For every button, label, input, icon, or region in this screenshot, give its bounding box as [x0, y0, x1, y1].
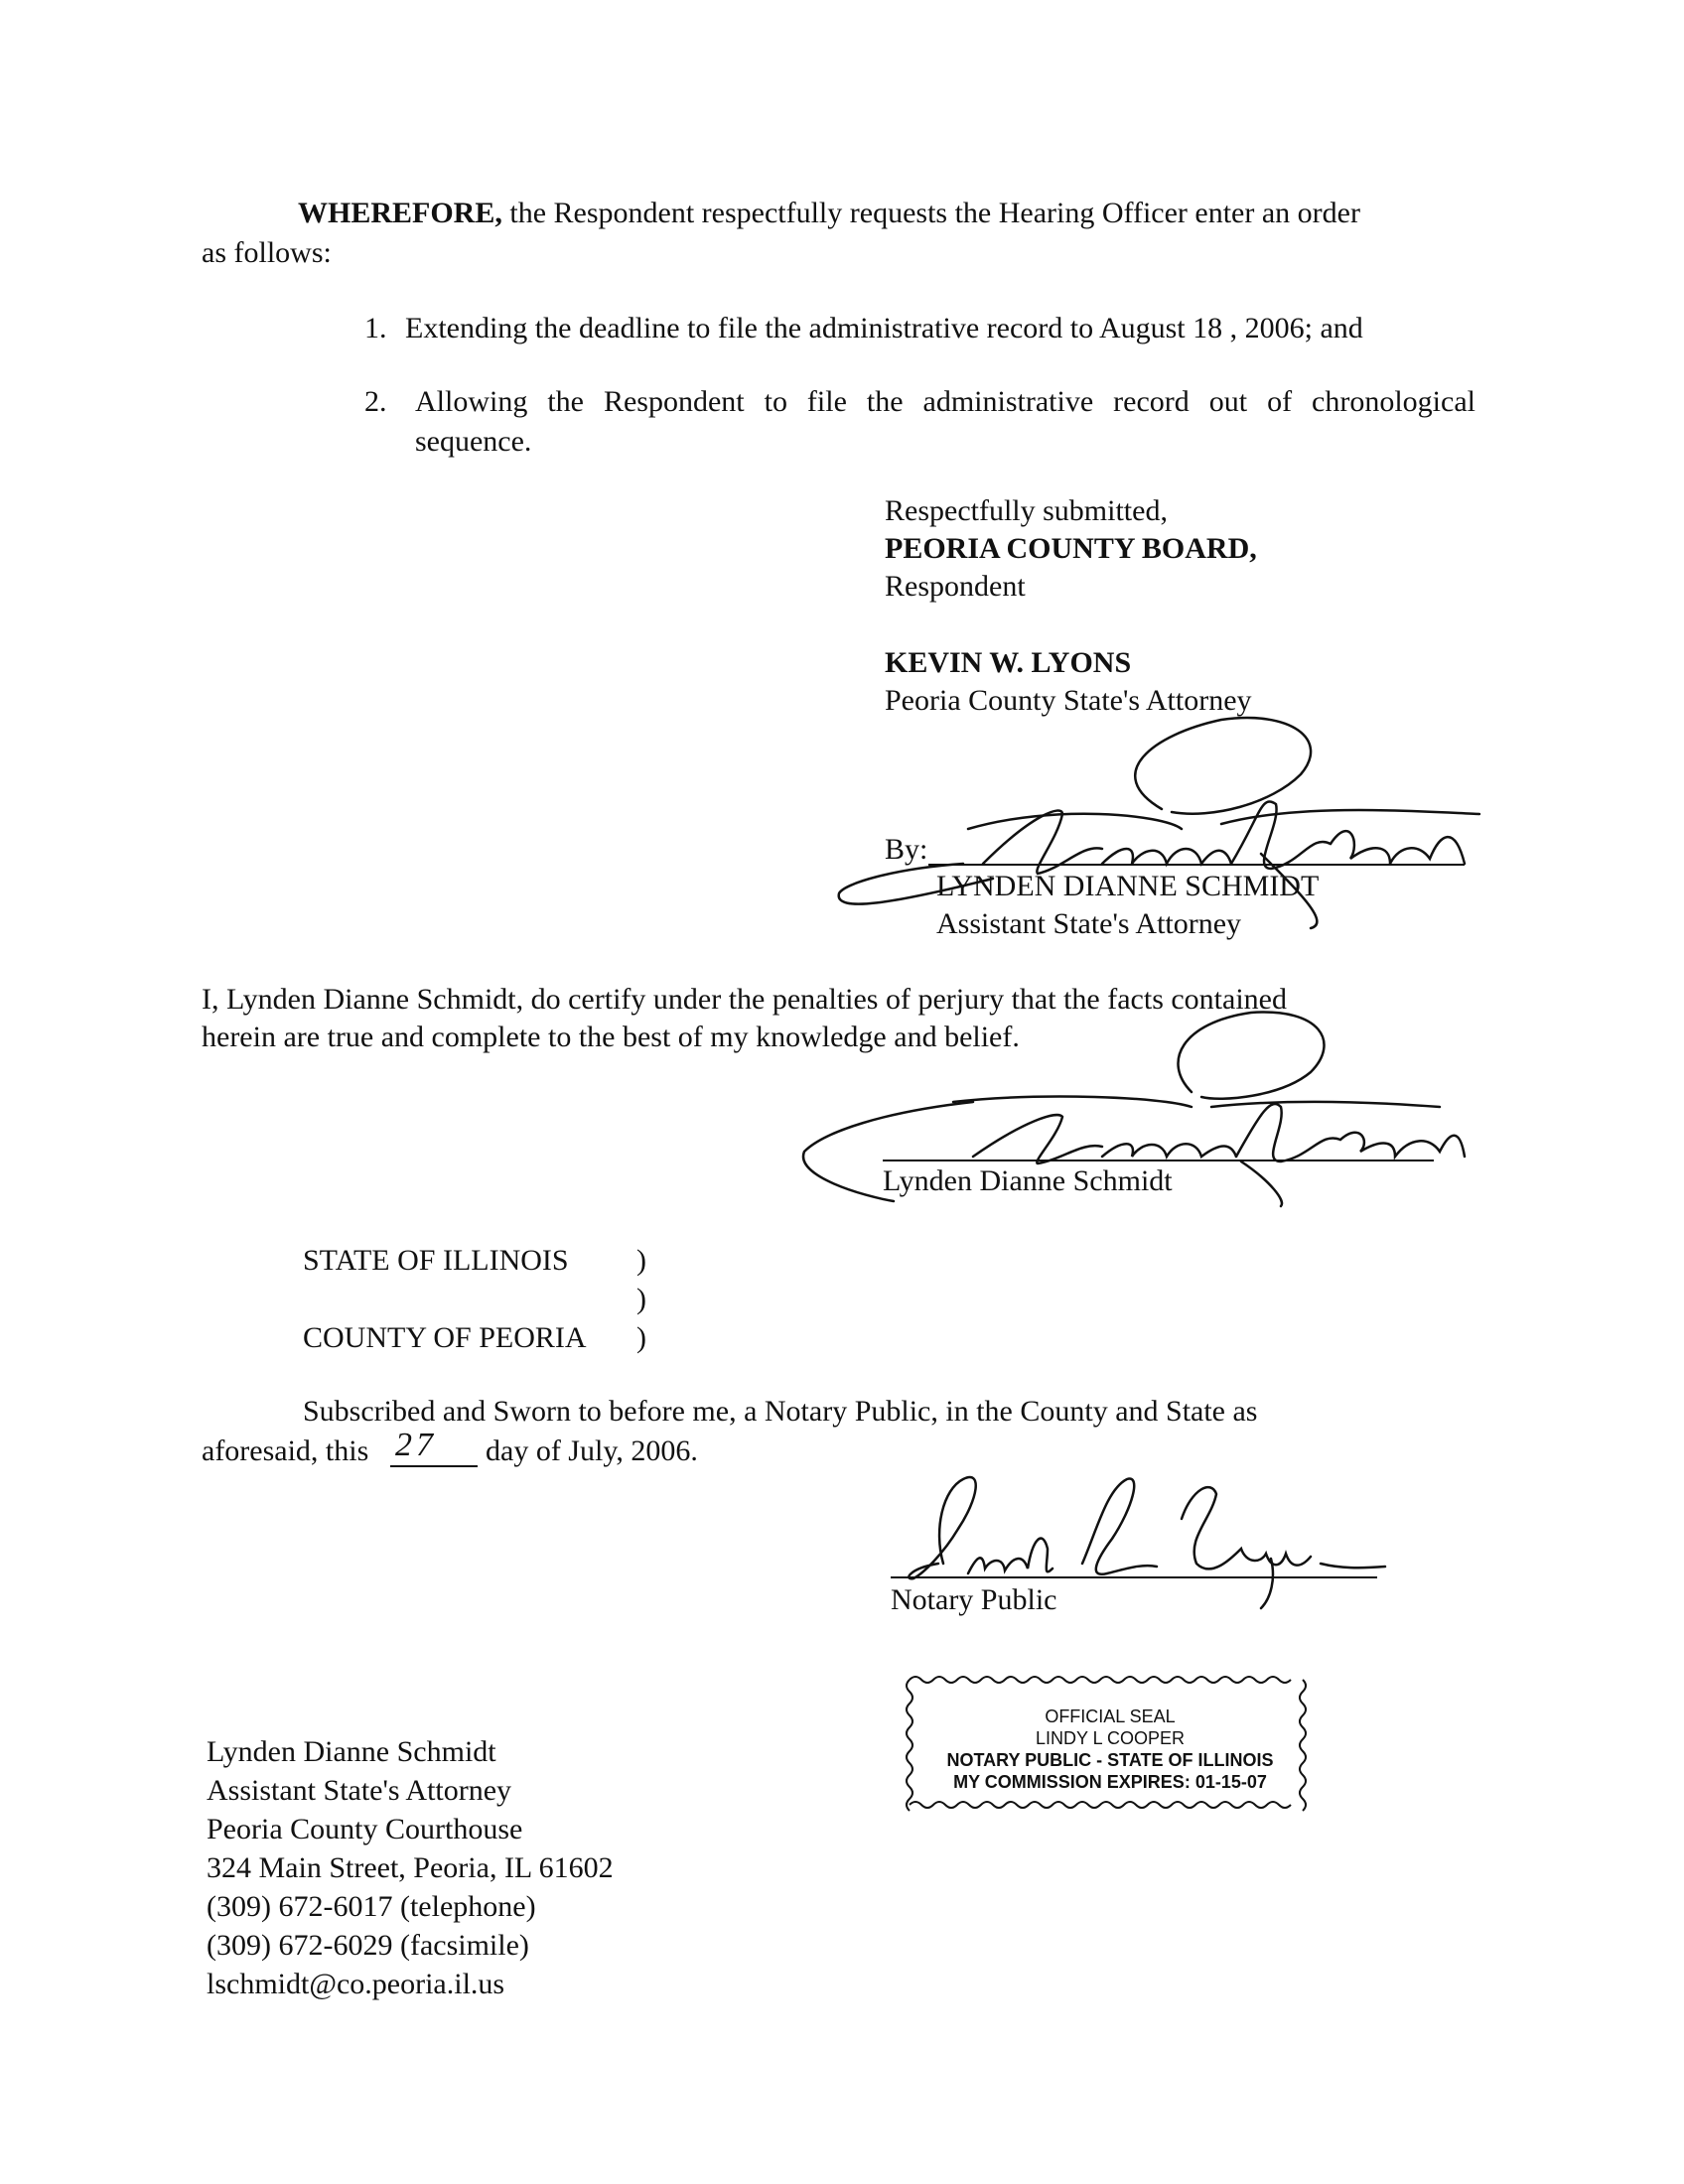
attorney-name: KEVIN W. LYONS: [885, 646, 1132, 679]
venue-state: STATE OF ILLINOIS: [303, 1244, 569, 1277]
venue-county: COUNTY OF PEORIA: [303, 1321, 587, 1354]
jurat-line-2-start: aforesaid, this: [202, 1434, 369, 1467]
handwritten-signature-1: [834, 695, 1489, 953]
contact-title: Assistant State's Attorney: [207, 1774, 512, 1807]
certification-line-1: I, Lynden Dianne Schmidt, do certify under the penalties of perjury that the facts contained: [202, 983, 1287, 1016]
contact-email: lschmidt@co.peoria.il.us: [207, 1968, 505, 2000]
relief-item-1-number: 1.: [364, 312, 387, 344]
wherefore-label: WHEREFORE,: [298, 197, 502, 229]
closing: Respectfully submitted,: [885, 494, 1168, 527]
wherefore-line-2: as follows:: [202, 236, 332, 269]
relief-item-2-line-1: Allowing the Respondent to file the administrative record out of chronological: [415, 385, 1475, 418]
venue-paren-3: ): [636, 1321, 646, 1354]
jurat-day: [395, 1426, 437, 1465]
jurat-day-value: 27: [395, 1427, 437, 1463]
certification-signer: Lynden Dianne Schmidt: [883, 1164, 1173, 1197]
jurat-day-underline: [390, 1465, 478, 1467]
seal-line-3: NOTARY PUBLIC - STATE OF ILLINOIS: [946, 1750, 1274, 1770]
contact-fax: (309) 672-6029 (facsimile): [207, 1929, 529, 1962]
contact-address: 324 Main Street, Peoria, IL 61602: [207, 1851, 614, 1884]
relief-item-2-line-2: sequence.: [415, 425, 532, 458]
contact-office: Peoria County Courthouse: [207, 1813, 523, 1845]
notary-seal: [902, 1668, 1319, 1817]
notary-label: Notary Public: [891, 1583, 1057, 1616]
notary-handwritten-signature: [884, 1469, 1400, 1618]
attorney-title: Peoria County State's Attorney: [885, 684, 1252, 717]
contact-phone: (309) 672-6017 (telephone): [207, 1890, 536, 1923]
signer-name: LYNDEN DIANNE SCHMIDT: [936, 870, 1320, 902]
venue-paren-1: ): [636, 1244, 646, 1277]
jurat-line-2-end: day of July, 2006.: [486, 1434, 698, 1467]
seal-line-1: OFFICIAL SEAL: [1045, 1706, 1176, 1726]
certification-line-2: herein are true and complete to the best of my knowledge and belief.: [202, 1021, 1020, 1053]
venue-paren-2: ): [636, 1283, 646, 1315]
relief-item-2-number: 2.: [364, 385, 387, 418]
party-name: PEORIA COUNTY BOARD,: [885, 532, 1257, 565]
signer-title: Assistant State's Attorney: [936, 907, 1242, 940]
handwritten-signature-2: [784, 993, 1470, 1221]
party-role: Respondent: [885, 570, 1026, 603]
wherefore-text: the Respondent respectfully requests the Hearing Officer enter an order: [509, 197, 1360, 229]
jurat-line-1: Subscribed and Sworn to before me, a Notary Public, in the County and State as: [303, 1395, 1258, 1428]
contact-name: Lynden Dianne Schmidt: [207, 1735, 496, 1768]
wherefore-line: [298, 194, 1474, 233]
seal-line-2: LINDY L COOPER: [1035, 1728, 1186, 1748]
by-label: By:: [885, 833, 928, 866]
relief-item-1: Extending the deadline to file the administrative record to August 18 , 2006; and: [405, 312, 1363, 344]
notary-seal-text: [902, 1706, 1319, 1793]
seal-line-4: MY COMMISSION EXPIRES: 01-15-07: [953, 1772, 1267, 1792]
